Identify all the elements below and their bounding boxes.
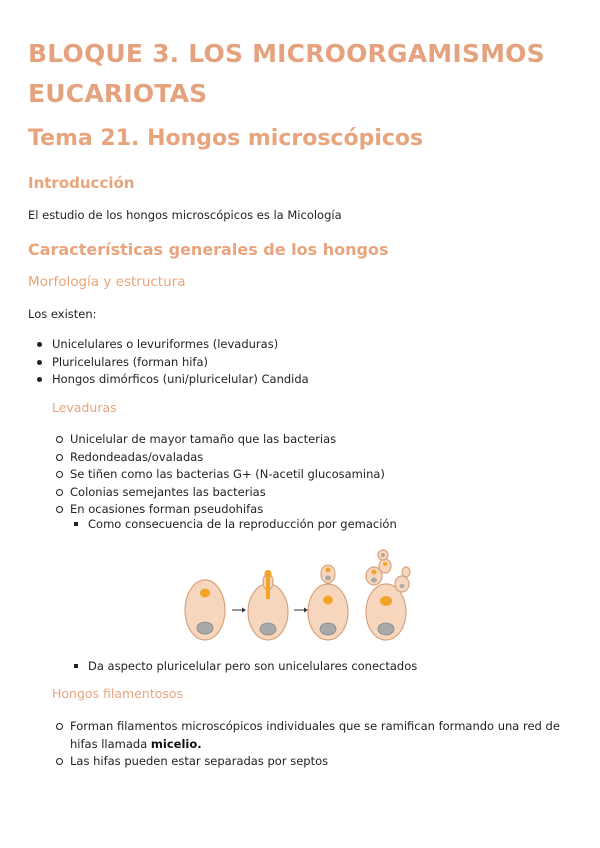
vacuole-icon — [197, 622, 213, 634]
list-item: En ocasiones forman pseudohifas — [70, 501, 385, 519]
block-title: BLOQUE 3. LOS MICROORGAMISMOS EUCARIOTAS — [28, 39, 545, 108]
yeast-cell-2 — [248, 570, 288, 640]
nucleus-icon — [200, 589, 210, 598]
vacuole-icon — [320, 623, 336, 635]
list-item — [70, 718, 580, 753]
list-item: Como consecuencia de la reproducción por gemación — [88, 516, 397, 534]
types-lead: Los existen: — [28, 307, 97, 321]
general-heading: Características generales de los hongos — [28, 240, 389, 259]
types-list — [52, 336, 309, 389]
list-item: Hongos dimórficos (uni/pluricelular) Candida — [52, 371, 309, 389]
nucleus-icon — [323, 596, 333, 605]
nucleus-icon — [380, 596, 392, 606]
intro-text: El estudio de los hongos microscópicos es la Micología — [28, 208, 342, 222]
yeasts-heading: Levaduras — [52, 400, 117, 415]
arrow-icon — [294, 608, 308, 613]
intro-heading: Introducción — [28, 174, 135, 192]
budding-diagram — [180, 548, 420, 644]
vacuole-icon — [378, 623, 394, 635]
list-item: Unicelulares o levuriformes (levaduras) — [52, 336, 309, 354]
yeasts-list — [70, 431, 385, 519]
mycelium-term: micelio. — [150, 736, 202, 751]
nucleus-icon — [265, 570, 272, 578]
arrow-icon — [232, 608, 246, 613]
yeast-cell-3 — [308, 565, 348, 640]
list-item: Pluricelulares (forman hifa) — [52, 354, 309, 372]
yeast-cell-4 — [366, 550, 410, 640]
list-item: Unicelular de mayor tamaño que las bacterias — [70, 431, 385, 449]
list-item: Se tiñen como las bacterias G+ (N-acetil glucosamina) — [70, 466, 385, 484]
list-item: Da aspecto pluricelular pero son unicelulares conectados — [88, 658, 417, 676]
topic-title: Tema 21. Hongos microscópicos — [28, 126, 424, 151]
list-item: Redondeadas/ovaladas — [70, 449, 385, 467]
mycelium-text: Forman filamentos microscópicos individuales que se ramifican formando una red de hifas llamada — [70, 719, 560, 751]
yeast-cell-1 — [185, 580, 225, 640]
list-item: Colonias semejantes las bacterias — [70, 484, 385, 502]
pseudohyphae-note-list — [88, 658, 417, 676]
morphology-heading: Morfología y estructura — [28, 274, 186, 290]
list-item: Las hifas pueden estar separadas por septos — [70, 753, 580, 771]
filamentous-list — [70, 718, 580, 771]
vacuole-icon — [260, 623, 276, 635]
budding-note-list — [88, 516, 397, 534]
filamentous-heading: Hongos filamentosos — [52, 686, 184, 701]
